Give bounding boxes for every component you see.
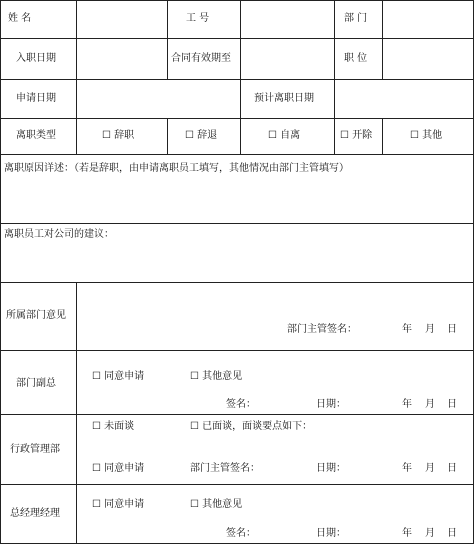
grid-line xyxy=(240,118,241,154)
leave-type-option-resign[interactable]: ☐ 辞职 xyxy=(102,130,135,141)
checkbox-icon: ☐ xyxy=(185,130,194,141)
gm-date-label: 日期： xyxy=(316,528,346,539)
date-day-label: 日 xyxy=(447,324,457,335)
contract-expiry-label: 合同有效期至 xyxy=(171,53,231,64)
grid-line xyxy=(334,0,335,79)
grid-line xyxy=(0,154,474,155)
date-year-label: 年 xyxy=(402,399,412,410)
hire-date-field[interactable] xyxy=(77,39,166,78)
checkbox-icon: ☐ xyxy=(190,499,199,510)
checkbox-icon: ☐ xyxy=(92,499,101,510)
name-field[interactable] xyxy=(77,1,166,37)
date-year-label: 年 xyxy=(402,463,412,474)
expected-leave-date-label: 预计离职日期 xyxy=(254,93,314,104)
grid-line xyxy=(167,0,168,79)
date-month-label: 月 xyxy=(425,324,435,335)
employee-id-field[interactable] xyxy=(241,1,333,37)
leave-reason-label: 离职原因详述：（若是辞职，由申请离职员工填写，其他情况由部门主管填写） xyxy=(4,163,349,174)
leave-type-option-other[interactable]: ☐ 其他 xyxy=(410,130,443,141)
apply-date-label: 申请日期 xyxy=(16,93,56,104)
dept-manager-signature-label: 部门主管签名： xyxy=(287,324,357,335)
position-field[interactable] xyxy=(383,39,472,78)
grid-line xyxy=(0,223,474,224)
checkbox-icon: ☐ xyxy=(190,371,199,382)
contract-expiry-field[interactable] xyxy=(241,39,333,78)
grid-line xyxy=(240,79,241,118)
admin-not-interviewed-option[interactable]: ☐ 未面谈 xyxy=(92,421,135,432)
name-label: 姓 名 xyxy=(8,13,32,24)
grid-line xyxy=(0,484,474,485)
grid-line xyxy=(0,350,474,351)
leave-reason-field[interactable] xyxy=(1,178,473,222)
admin-manager-signature-label: 部门主管签名： xyxy=(190,463,260,474)
date-year-label: 年 xyxy=(402,324,412,335)
admin-interviewed-option[interactable]: ☐ 已面谈，面谈要点如下： xyxy=(190,421,313,432)
grid-line xyxy=(334,118,335,154)
position-label: 职 位 xyxy=(344,53,368,64)
date-day-label: 日 xyxy=(447,528,457,539)
department-label: 部 门 xyxy=(344,13,368,24)
hire-date-label: 入职日期 xyxy=(16,53,56,64)
checkbox-icon: ☐ xyxy=(92,463,101,474)
dept-opinion-field[interactable] xyxy=(77,283,473,323)
vp-date-label: 日期： xyxy=(316,399,346,410)
employee-id-label: 工 号 xyxy=(186,13,210,24)
gm-signature-label: 签名： xyxy=(226,528,256,539)
gm-agree-option[interactable]: ☐ 同意申请 xyxy=(92,499,145,510)
expected-leave-date-field[interactable] xyxy=(335,80,472,117)
date-year-label: 年 xyxy=(402,528,412,539)
vp-other-option[interactable]: ☐ 其他意见 xyxy=(190,371,243,382)
grid-line xyxy=(76,118,77,154)
admin-date-label: 日期： xyxy=(316,463,346,474)
apply-date-field[interactable] xyxy=(77,80,239,117)
date-month-label: 月 xyxy=(425,528,435,539)
vp-agree-option[interactable]: ☐ 同意申请 xyxy=(92,371,145,382)
vp-label: 部门副总 xyxy=(16,378,56,389)
suggestion-field[interactable] xyxy=(1,244,473,281)
admin-dept-label: 行政管理部 xyxy=(10,444,60,455)
grid-line xyxy=(0,118,474,119)
checkbox-icon: ☐ xyxy=(268,130,277,141)
vp-signature-label: 签名： xyxy=(226,399,256,410)
checkbox-icon: ☐ xyxy=(92,421,101,432)
date-month-label: 月 xyxy=(425,399,435,410)
checkbox-icon: ☐ xyxy=(410,130,419,141)
date-day-label: 日 xyxy=(447,463,457,474)
leave-type-label: 离职类型 xyxy=(16,130,56,141)
checkbox-icon: ☐ xyxy=(92,371,101,382)
grid-line xyxy=(167,118,168,154)
admin-agree-option[interactable]: ☐ 同意申请 xyxy=(92,463,145,474)
gm-other-option[interactable]: ☐ 其他意见 xyxy=(190,499,243,510)
checkbox-icon: ☐ xyxy=(102,130,111,141)
leave-type-option-fired[interactable]: ☐ 开除 xyxy=(340,130,373,141)
date-day-label: 日 xyxy=(447,399,457,410)
date-month-label: 月 xyxy=(425,463,435,474)
grid-line xyxy=(382,118,383,154)
gm-label: 总经理经理 xyxy=(10,508,60,519)
checkbox-icon: ☐ xyxy=(190,421,199,432)
leave-type-option-self-departure[interactable]: ☐ 自离 xyxy=(268,130,301,141)
leave-type-option-dismissed[interactable]: ☐ 辞退 xyxy=(185,130,218,141)
dept-opinion-label: 所属部门意见 xyxy=(6,310,66,321)
suggestion-label: 离职员工对公司的建议： xyxy=(4,229,114,240)
grid-line xyxy=(0,414,474,415)
checkbox-icon: ☐ xyxy=(340,130,349,141)
department-field[interactable] xyxy=(383,1,472,37)
